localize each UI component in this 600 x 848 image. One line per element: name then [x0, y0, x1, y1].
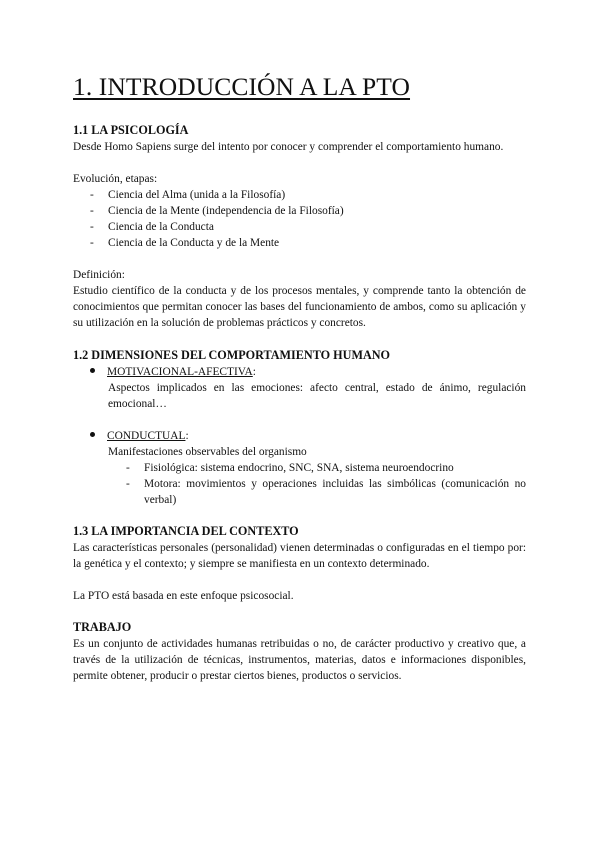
stage-text: Ciencia de la Conducta [108, 221, 214, 233]
contexto-text: Las características personales (personalidad) vienen determinadas o configuradas en el tiempo por: la genética y el contexto; y siempre se manifiesta en un contexto determinado. [73, 542, 526, 570]
stage-text: Ciencia del Alma (unida a la Filosofía) [108, 189, 286, 201]
dash-marker: - [126, 462, 130, 474]
list-item [126, 476, 526, 508]
trabajo-text: Es un conjunto de actividades humanas retribuidas o no, de carácter productivo y creativo que, a través de la utilización de técnicas, instrumentos, materias, datos e informaciones disponibles, permite obtener, producir o prestar ciertos bienes, productos o servicios. [73, 638, 526, 682]
bullet-dot [90, 368, 95, 373]
evolution-label: Evolución, etapas: [73, 173, 158, 185]
dash-marker: - [126, 478, 130, 490]
motivacional-text: Aspectos implicados en las emociones: afecto central, estado de ánimo, regulación emocional… [108, 382, 526, 410]
dash-marker: - [90, 237, 94, 249]
conductual-label: CONDUCTUAL [107, 430, 186, 442]
dash-marker: - [90, 221, 94, 233]
motivacional-label: MOTIVACIONAL-AFECTIVA [107, 366, 253, 378]
list-item [90, 187, 344, 203]
definition-label: Definición: [73, 269, 125, 281]
bullet-dot [90, 432, 95, 437]
section-heading-contexto: 1.3 LA IMPORTANCIA DEL CONTEXTO [73, 524, 299, 538]
section-heading-psicologia: 1.1 LA PSICOLOGÍA [73, 123, 189, 137]
dash-marker: - [90, 205, 94, 217]
conductual-sub-list [126, 460, 526, 508]
sub-item-text: Motora: movimientos y operaciones incluidas las simbólicas (comunicación no verbal) [144, 478, 526, 506]
definition-text: Estudio científico de la conducta y de los procesos mentales, y comprende tanto la obtención de conocimientos que permitan conocer las bases del funcionamiento de ambos, como su aplicación y su utilización en la solución de problemas prácticos y concretos. [73, 285, 526, 329]
section-heading-trabajo: TRABAJO [73, 620, 132, 634]
list-item [90, 203, 344, 219]
section-heading-dimensiones: 1.2 DIMENSIONES DEL COMPORTAMIENTO HUMANO [73, 348, 391, 362]
list-item [90, 219, 344, 235]
page-title: 1. INTRODUCCIÓN A LA PTO [73, 72, 411, 101]
stage-text: Ciencia de la Mente (independencia de la Filosofía) [108, 205, 344, 217]
conductual-text: Manifestaciones observables del organismo [108, 446, 307, 458]
sub-item-text: Fisiológica: sistema endocrino, SNC, SNA, sistema neuroendocrino [144, 462, 454, 474]
bullet-conductual [90, 428, 189, 444]
list-item [126, 460, 526, 476]
colon: : [252, 366, 256, 378]
list-item [90, 235, 344, 251]
evolution-stages-list [90, 187, 344, 251]
psicologia-intro: Desde Homo Sapiens surge del intento por conocer y comprender el comportamiento humano. [73, 141, 504, 153]
bullet-motivacional [90, 364, 256, 380]
colon: : [185, 430, 189, 442]
stage-text: Ciencia de la Conducta y de la Mente [108, 237, 280, 249]
pto-enfoque-text: La PTO está basada en este enfoque psicosocial. [73, 590, 294, 602]
dash-marker: - [90, 189, 94, 201]
